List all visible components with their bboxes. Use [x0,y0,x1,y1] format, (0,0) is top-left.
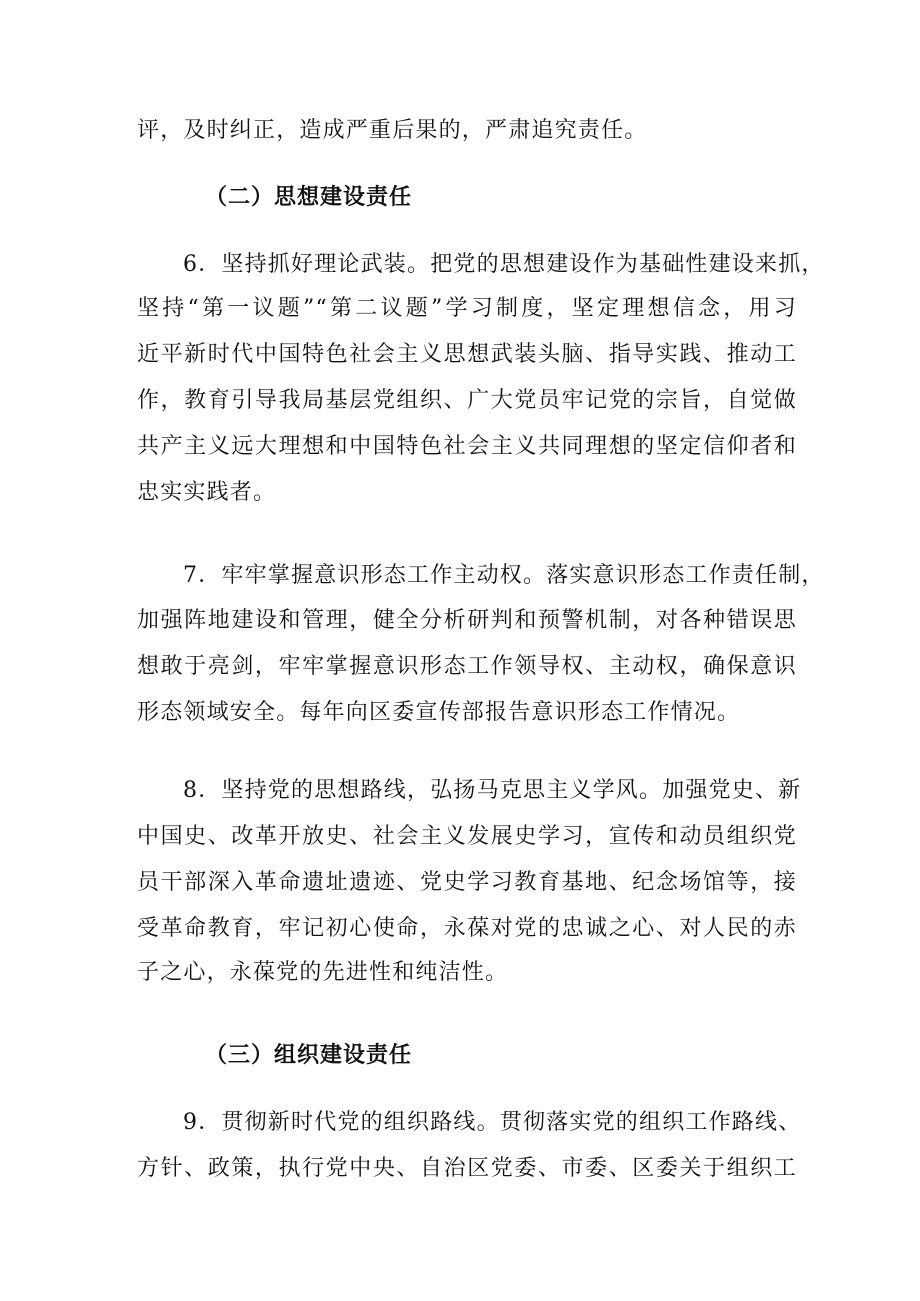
paragraph-8-line-5: 子之心，永葆党的先进性和纯洁性。 [137,960,509,985]
paragraph-6-line-6: 忠实实践者。 [137,480,277,505]
paragraph-6-line-3: 近平新时代中国特色社会主义思想武装头脑、指导实践、推动工 [137,342,797,367]
paragraph-6-line-4: 作，教育引导我局基层党组织、广大党员牢记党的宗旨，自觉做 [137,388,797,413]
paragraph-6-line-5: 共产主义远大理想和中国特色社会主义共同理想的坚定信仰者和 [137,434,797,459]
section-heading-thought-building: （二）思想建设责任 [205,184,413,210]
paragraph-9-line-1: 9．贯彻新时代党的组织路线。贯彻落实党的组织工作路线、 [183,1110,802,1135]
paragraph-6-line-1: 6．坚持抓好理论武装。把党的思想建设作为基础性建设来抓， [183,252,825,277]
paragraph-continuation-line: 评，及时纠正，造成严重后果的，严肃追究责任。 [137,118,648,143]
paragraph-8-line-2: 中国史、改革开放史、社会主义发展史学习，宣传和动员组织党 [137,824,797,849]
paragraph-7-line-1: 7．牢牢掌握意识形态工作主动权。落实意识形态工作责任制， [183,563,825,588]
paragraph-6-line-2: 坚持“第一议题”“第二议题”学习制度，坚定理想信念，用习 [137,296,797,321]
paragraph-8-line-1: 8．坚持党的思想路线，弘扬马克思主义学风。加强党史、新 [183,778,802,803]
paragraph-7-line-2: 加强阵地建设和管理，健全分析研判和预警机制，对各种错误思 [137,608,797,633]
paragraph-7-line-4: 形态领域安全。每年向区委宣传部报告意识形态工作情况。 [137,700,741,725]
section-heading-organization-building: （三）组织建设责任 [205,1042,413,1068]
paragraph-7-line-3: 想敢于亮剑，牢牢掌握意识形态工作领导权、主动权，确保意识 [137,654,797,679]
paragraph-8-line-3: 员干部深入革命遗址遗迹、党史学习教育基地、纪念场馆等，接 [137,870,797,895]
paragraph-8-line-4: 受革命教育，牢记初心使命，永葆对党的忠诚之心、对人民的赤 [137,916,797,941]
paragraph-9-line-2: 方针、政策，执行党中央、自治区党委、市委、区委关于组织工 [137,1156,797,1181]
